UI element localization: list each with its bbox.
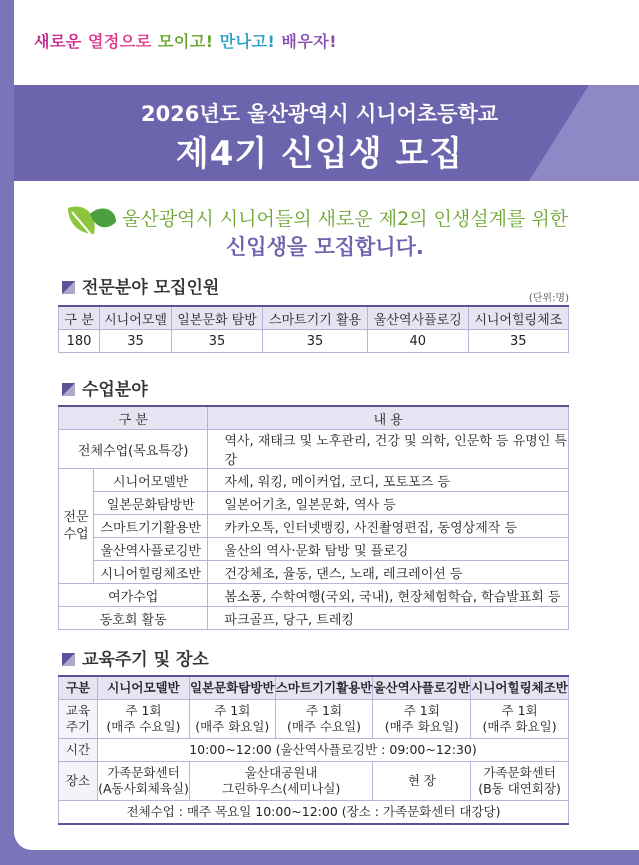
section-title: 교육주기 및 장소 (82, 650, 209, 670)
cycle-cell: 주 1회 (매주 수요일) (98, 700, 190, 739)
table-row (59, 538, 569, 561)
square-bullet-icon (62, 281, 75, 294)
value-cell: 35 (100, 330, 172, 353)
header-cell: 일본문화 탐방 (172, 306, 263, 330)
class-content: 건강체조, 율동, 댄스, 노래, 레크레이션 등 (208, 561, 569, 584)
schedule-table (58, 675, 569, 825)
table-row (59, 700, 569, 739)
table-row (59, 801, 569, 825)
table-row (59, 762, 569, 801)
table-row (59, 515, 569, 538)
place-cell: 현 장 (373, 762, 471, 801)
header-cell: 시니어힐링체조반 (471, 676, 569, 700)
header-cell: 시니어모델 (100, 306, 172, 330)
class-content: 카카오톡, 인터넷뱅킹, 사진촬영편집, 동영상제작 등 (208, 515, 569, 538)
header-cell: 시니어힐링체조 (468, 306, 568, 330)
class-name: 동호회 활동 (59, 607, 208, 630)
class-content: 일본어기초, 일본문화, 역사 등 (208, 492, 569, 515)
square-bullet-icon (62, 383, 75, 396)
footer-note: 전체수업 : 매주 목요일 10:00~12:00 (장소 : 가족문화센터 대강당) (59, 801, 569, 825)
class-name: 일본문화탐방반 (94, 492, 208, 515)
table-row (59, 469, 569, 492)
tagline (34, 29, 337, 52)
major-label: 전문 수업 (59, 469, 94, 584)
class-content: 역사, 재태크 및 노후관리, 건강 및 의학, 인문학 등 유명인 특강 (208, 430, 569, 469)
unit-note: (단위:명) (528, 293, 569, 304)
leaf-icon (64, 200, 120, 246)
tagline-part: 모이고! (157, 32, 220, 51)
section-heading-recruitment (62, 273, 219, 298)
table-row (59, 584, 569, 607)
table-row (59, 430, 569, 469)
class-content: 자세, 워킹, 메이커업, 코디, 포토포즈 등 (208, 469, 569, 492)
value-cell: 35 (468, 330, 568, 353)
class-name: 스마트기기활용반 (94, 515, 208, 538)
classes-table (58, 405, 569, 630)
header-cell: 시니어모델반 (98, 676, 190, 700)
time-cell: 10:00~12:00 (울산역사플로깅반 : 09:00~12:30) (98, 739, 569, 762)
table-header-row (59, 306, 569, 330)
value-cell: 35 (172, 330, 263, 353)
intro-line-2: 신입생을 모집합니다. (226, 235, 424, 259)
header-cell: 스마트기기활용반 (275, 676, 373, 700)
table-header-row (59, 676, 569, 700)
class-name: 시니어모델반 (94, 469, 208, 492)
section-title: 전문분야 모집인원 (82, 278, 220, 298)
table-row (59, 492, 569, 515)
class-content: 봄소풍, 수학여행(국외, 국내), 현장체험학습, 학습발표회 등 (208, 584, 569, 607)
class-content: 울산의 역사·문화 탐방 및 플로깅 (208, 538, 569, 561)
row-label: 장소 (59, 762, 98, 801)
table-header-row (59, 406, 569, 430)
place-cell: 가족문화센터 (B동 대연회장) (471, 762, 569, 801)
row-label: 시간 (59, 739, 98, 762)
recruitment-table (58, 305, 569, 353)
header-cell: 구 분 (59, 406, 208, 430)
table-row (59, 561, 569, 584)
header-cell: 울산역사플로깅반 (373, 676, 471, 700)
cycle-cell: 주 1회 (매주 수요일) (275, 700, 373, 739)
tagline-part: 새로운 (34, 32, 88, 51)
class-name: 전체수업(목요특강) (59, 430, 208, 469)
value-cell: 180 (59, 330, 100, 353)
class-name: 여가수업 (59, 584, 208, 607)
class-name: 울산역사플로깅반 (94, 538, 208, 561)
cycle-cell: 주 1회 (매주 화요일) (189, 700, 275, 739)
section-heading-schedule (62, 645, 209, 670)
table-row (59, 739, 569, 762)
cycle-cell: 주 1회 (매주 화요일) (471, 700, 569, 739)
cycle-cell: 주 1회 (매주 화요일) (373, 700, 471, 739)
class-content: 파크골프, 당구, 트레킹 (208, 607, 569, 630)
intro-line-1: 울산광역시 시니어들의 새로운 제2의 인생설계를 위한 (122, 208, 569, 230)
table-row (59, 607, 569, 630)
place-cell: 가족문화센터 (A동사회체육실) (98, 762, 190, 801)
header-cell: 구분 (59, 676, 98, 700)
class-name: 시니어힐링체조반 (94, 561, 208, 584)
section-title: 수업분야 (82, 380, 148, 400)
banner-subtitle: 2026년도 울산광역시 시니어초등학교 (140, 102, 499, 126)
tagline-part: 만나고! (219, 32, 282, 51)
header-cell: 일본문화탐방반 (189, 676, 275, 700)
header-cell: 구 분 (59, 306, 100, 330)
square-bullet-icon (62, 653, 75, 666)
header-cell: 내 용 (208, 406, 569, 430)
header-cell: 스마트기기 활용 (262, 306, 367, 330)
section-heading-classes (62, 375, 148, 400)
table-row (59, 330, 569, 353)
value-cell: 35 (262, 330, 367, 353)
tagline-part: 열정으로 (87, 32, 158, 51)
place-cell: 울산대공원내 그린하우스(세미나실) (189, 762, 372, 801)
header-cell: 울산역사플로깅 (368, 306, 468, 330)
row-label: 교육 주기 (59, 700, 98, 739)
value-cell: 40 (368, 330, 468, 353)
banner-title: 제4기 신입생 모집 (175, 134, 464, 174)
tagline-part: 배우자! (281, 32, 338, 51)
